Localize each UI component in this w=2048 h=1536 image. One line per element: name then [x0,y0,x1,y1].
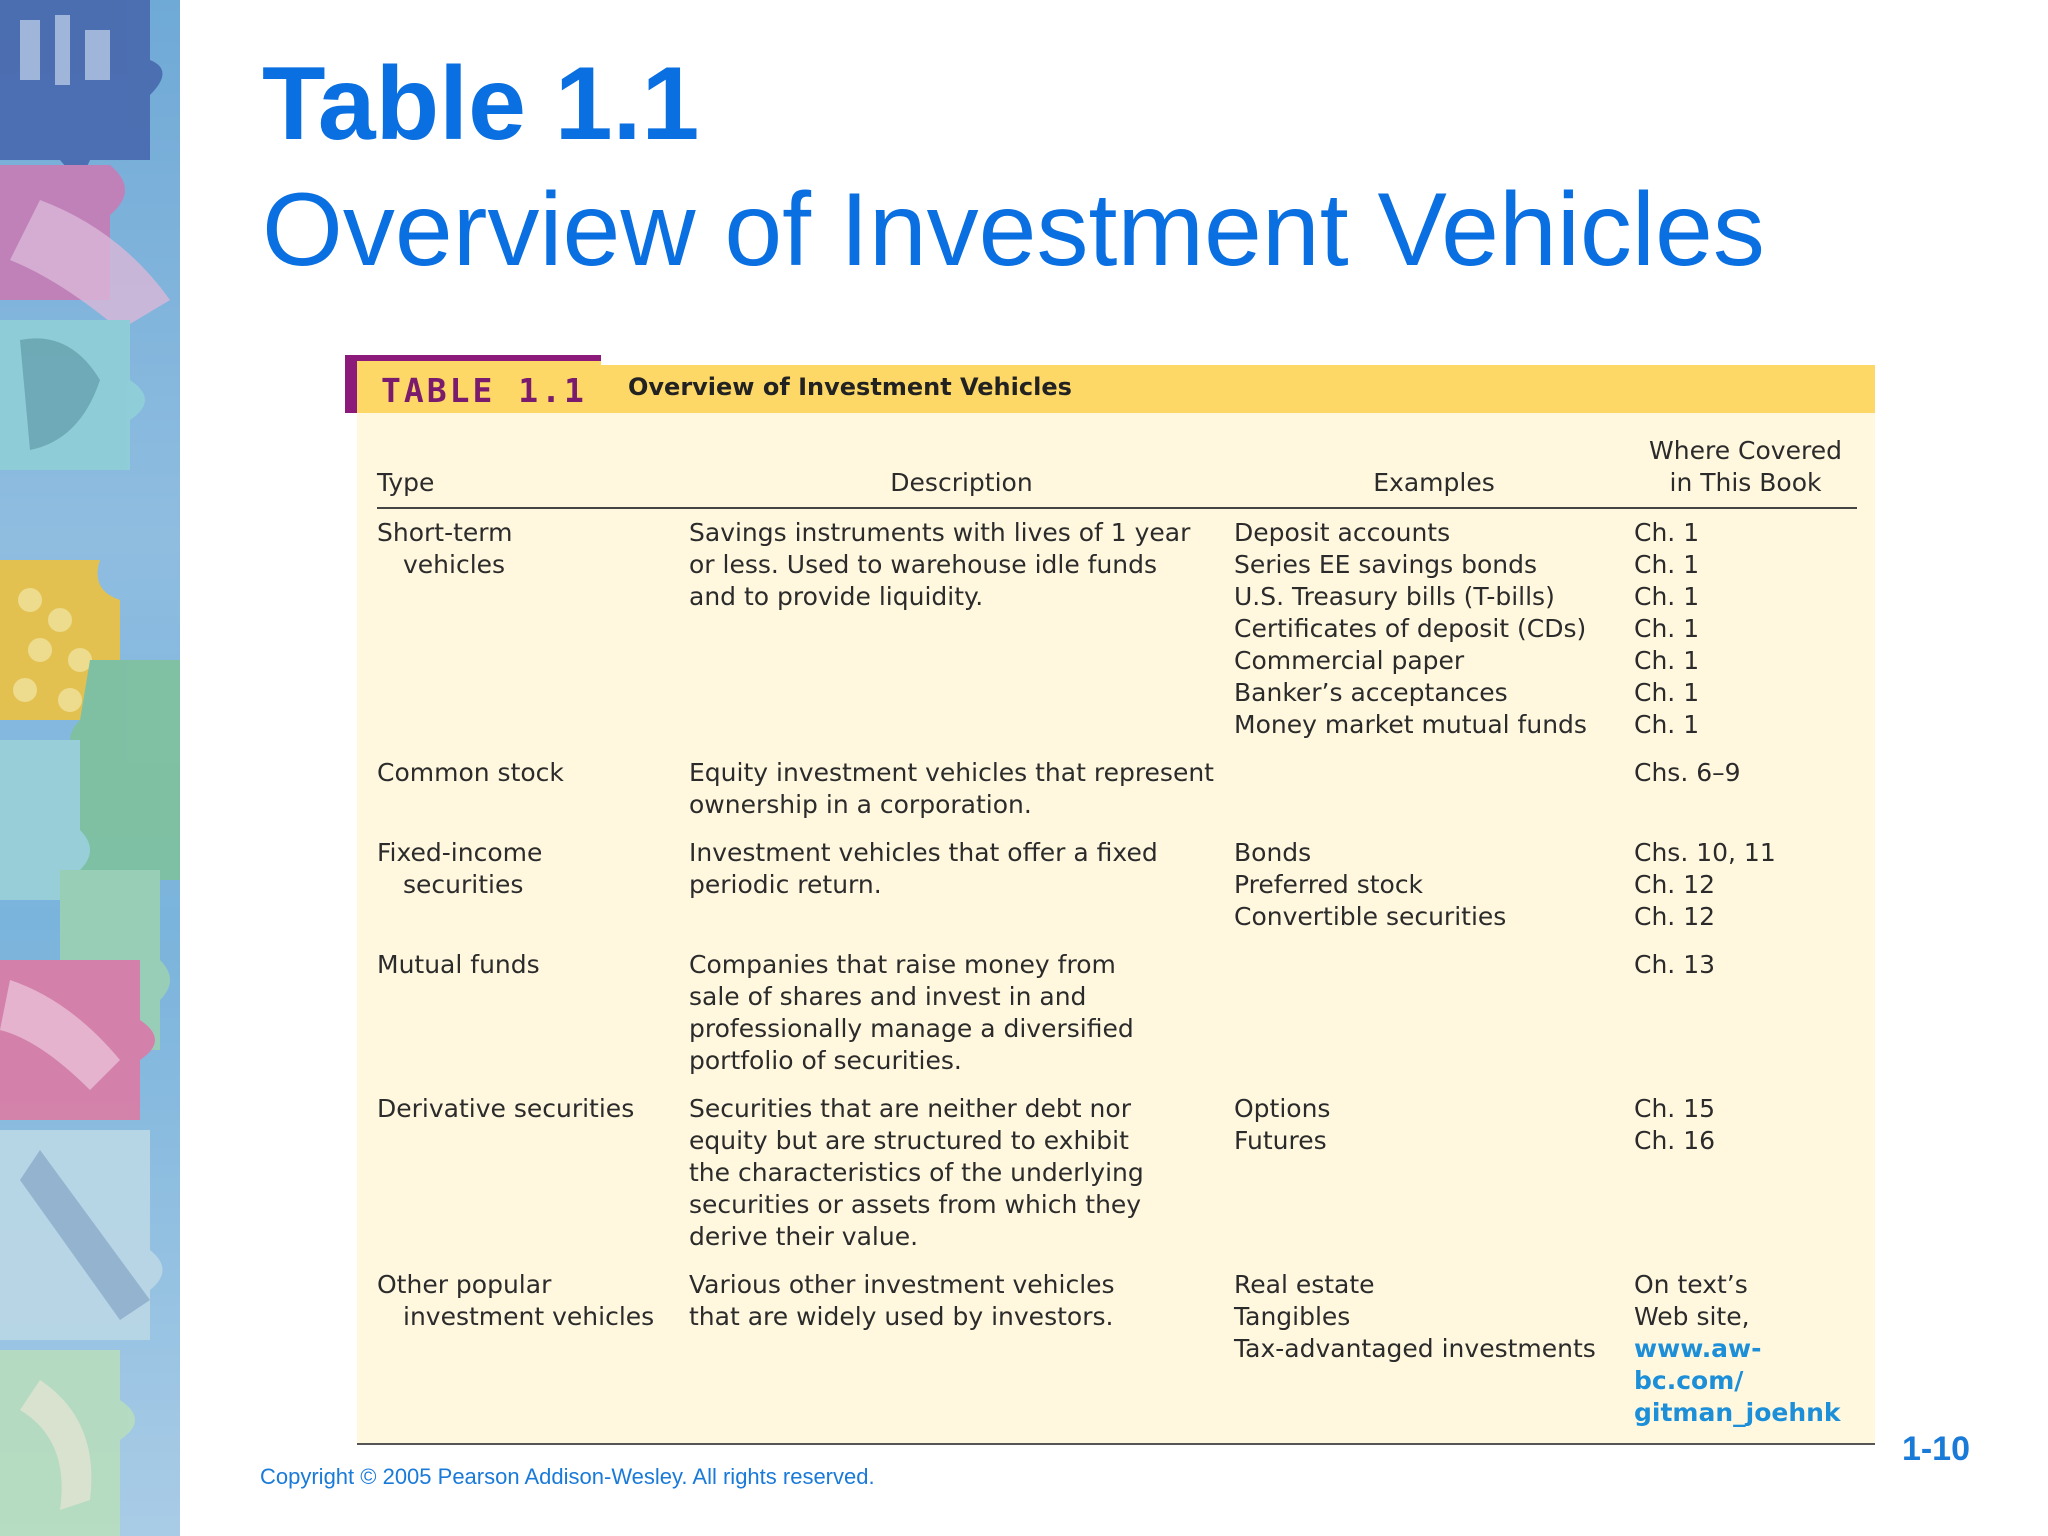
data-table [377,413,1857,1439]
header-type: Type [377,413,689,508]
table-row [377,1253,1857,1439]
cell-examples [1234,933,1634,1077]
table-row [377,508,1857,741]
header-examples: Examples [1234,413,1634,508]
cell-examples: Deposit accounts Series EE savings bonds U.S. Treasury bills (T-bills) Certificates of deposit (CDs) Commercial paper Banker’s acceptances Money market mutual funds [1234,518,1587,739]
slide-title [262,46,1765,288]
cell-description: Securities that are neither debt nor equity but are structured to exhibit the characteristics of the underlying securities or assets from which they derive their value. [689,1094,1144,1251]
title-main: Table 1.1 [262,46,700,162]
cell-type: Fixed-income securities [377,838,543,899]
table-caption: Overview of Investment Vehicles [628,373,1072,401]
cell-where-covered: Chs. 6–9 [1634,758,1741,787]
header-where-covered [1634,413,1857,508]
table-row [377,1077,1857,1253]
cell-examples: Real estate Tangibles Tax-advantaged investments [1234,1270,1596,1363]
cell-examples: Options Futures [1234,1094,1331,1155]
cell-description: Equity investment vehicles that represent ownership in a corporation. [689,758,1214,819]
cell-where-covered: Ch. 15 Ch. 16 [1634,1094,1716,1155]
table-row [377,933,1857,1077]
website-link[interactable]: www.aw-bc.com/ [1634,1334,1762,1395]
table-row [377,821,1857,933]
cell-where-covered: Ch. 1 Ch. 1 Ch. 1 Ch. 1 Ch. 1 Ch. 1 Ch. 1 [1634,518,1700,739]
cell-description: Various other investment vehicles that are widely used by investors. [689,1270,1115,1331]
table-header-band [345,355,1875,413]
cell-type: Derivative securities [377,1094,635,1123]
title-subtitle: Overview of Investment Vehicles [262,172,1765,288]
header-where-line1: Where Covered [1649,436,1842,465]
cell-examples [1234,741,1634,821]
cell-examples: Bonds Preferred stock Convertible securities [1234,838,1507,931]
decorative-puzzle-collage [0,0,180,1536]
table-tag [345,355,601,413]
cell-type: Other popular investment vehicles [377,1270,655,1331]
website-link[interactable]: gitman_joehnk [1634,1398,1841,1427]
cell-description: Savings instruments with lives of 1 year or less. Used to warehouse idle funds and to provide liquidity. [689,518,1191,611]
cell-type: Common stock [377,758,564,787]
cell-where-covered: On text’s Web site, www.aw-bc.com/ gitman_joehnk [1634,1253,1857,1439]
slide-number: 1-10 [1901,1430,1970,1468]
cell-where-covered: Chs. 10, 11 Ch. 12 Ch. 12 [1634,838,1776,931]
cell-type: Mutual funds [377,950,540,979]
investment-vehicles-table [345,355,1875,1445]
header-description: Description [689,413,1234,508]
cell-description: Companies that raise money from sale of shares and invest in and professionally manage a diversified portfolio of securities. [689,950,1134,1075]
cell-description: Investment vehicles that offer a fixed periodic return. [689,838,1158,899]
table-header-row [377,413,1857,508]
header-where-line2: in This Book [1669,468,1822,497]
cell-where-covered: Ch. 13 [1634,950,1716,979]
copyright-notice: Copyright © 2005 Pearson Addison-Wesley. All rights reserved. [260,1464,875,1489]
table-row [377,741,1857,821]
table-tag-label: TABLE 1.1 [381,371,587,410]
cell-type: Short-term vehicles [377,518,513,579]
